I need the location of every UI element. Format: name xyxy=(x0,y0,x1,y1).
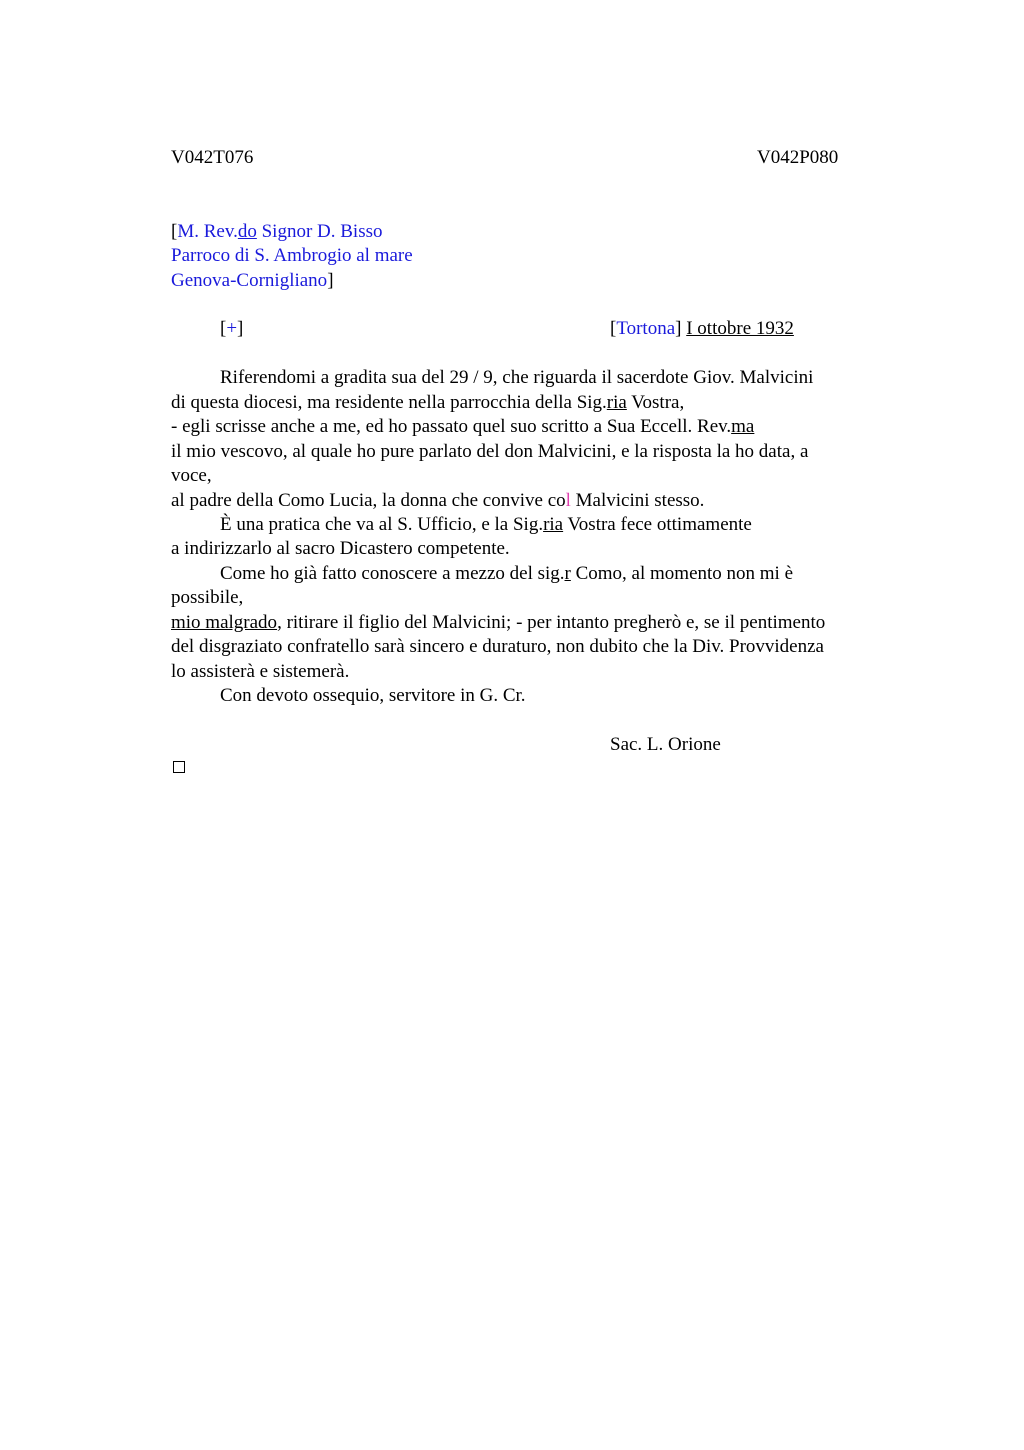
bracket-close: ] xyxy=(327,270,334,291)
body-line: al padre della Como Lucia, la donna che convive col Malvicini stesso. xyxy=(171,490,705,511)
signature: Sac. L. Orione xyxy=(610,734,721,755)
body-line: di questa diocesi, ma residente nella parrocchia della Sig.ria Vostra, xyxy=(171,392,685,413)
body-line: del disgraziato confratello sarà sincero e duraturo, non dubito che la Div. Provvidenza xyxy=(171,636,824,657)
body-line: Riferendomi a gradita sua del 29 / 9, che riguarda il sacerdote Giov. Malvicini xyxy=(220,367,814,388)
cross-mark: [+] xyxy=(220,318,244,339)
body-line: Con devoto ossequio, servitore in G. Cr. xyxy=(220,685,526,706)
addressee-line-3: Genova-Cornigliano] xyxy=(171,270,334,291)
place: Tortona xyxy=(616,318,676,339)
addressee-line-1: [M. Rev.do Signor D. Bisso xyxy=(171,221,383,242)
body-line: - egli scrisse anche a me, ed ho passato quel suo scritto a Sua Eccell. Rev.ma xyxy=(171,416,755,437)
empty-square-icon xyxy=(173,761,185,773)
place-and-date: [Tortona] I ottobre 1932 xyxy=(610,318,794,339)
body-line: È una pratica che va al S. Ufficio, e la Sig.ria Vostra fece ottimamente xyxy=(220,514,752,535)
body-line: a indirizzarlo al sacro Dicastero competente. xyxy=(171,538,510,559)
body-line: possibile, xyxy=(171,587,244,608)
addressee-line-2: Parroco di S. Ambrogio al mare xyxy=(171,245,413,266)
body-line: voce, xyxy=(171,465,212,486)
body-line: mio malgrado, ritirare il figlio del Malvicini; - per intanto pregherò e, se il pentimento xyxy=(171,612,826,633)
header-left-code: V042T076 xyxy=(171,147,254,168)
bracket-open: [ xyxy=(171,221,178,242)
body-line: il mio vescovo, al quale ho pure parlato del don Malvicini, e la risposta la ho data, a xyxy=(171,441,809,462)
date: I ottobre 1932 xyxy=(686,318,794,339)
body-line: lo assisterà e sistemerà. xyxy=(171,661,350,682)
header-right-code: V042P080 xyxy=(757,147,839,168)
body-line: Come ho già fatto conoscere a mezzo del sig.r Como, al momento non mi è xyxy=(220,563,794,584)
